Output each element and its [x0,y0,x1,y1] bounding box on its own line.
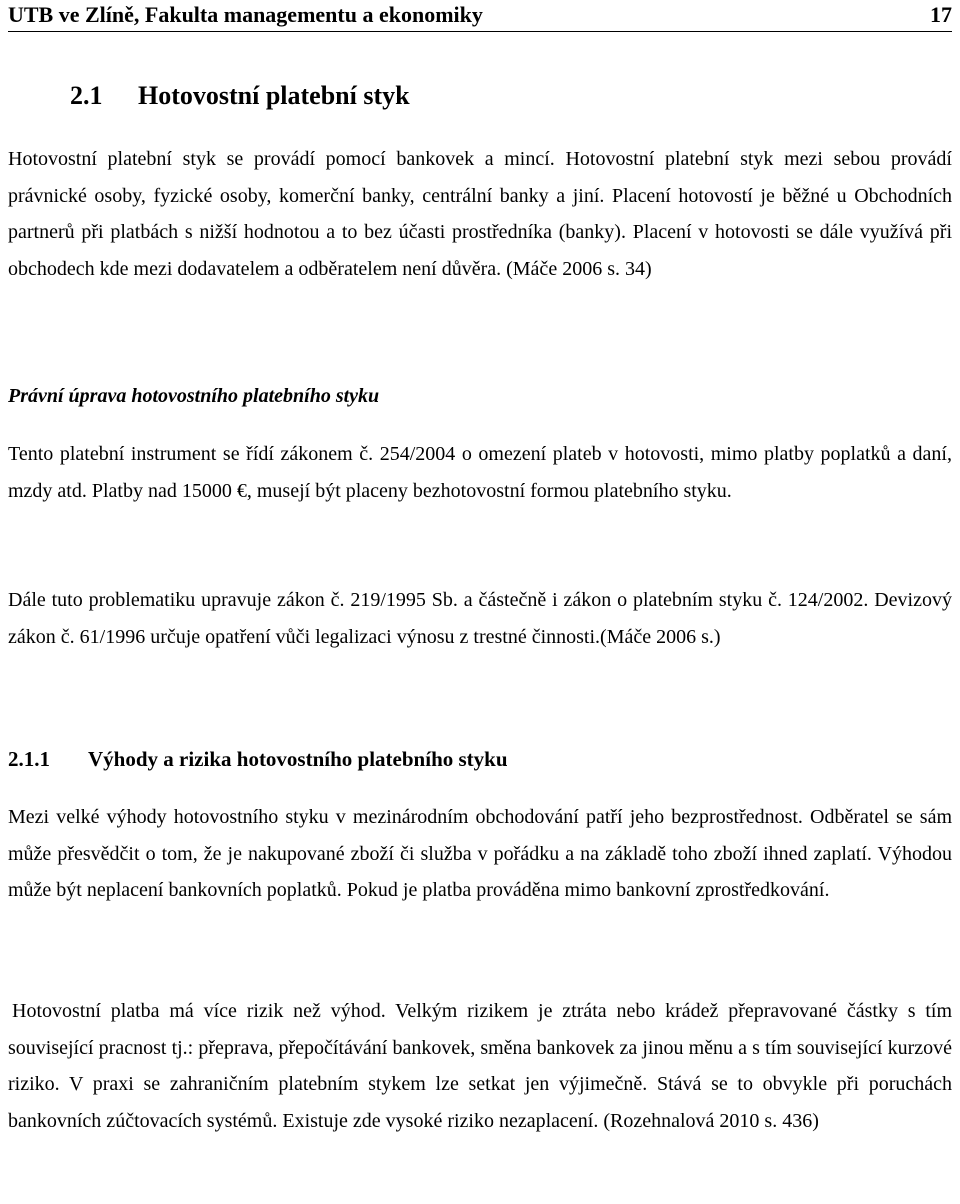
paragraph-3: Dále tuto problematiku upravuje zákon č. 219/1995 Sb. a částečně i zákon o platebním styku č. 124/2002. Devizový zákon č. 61/1996 určuje opatření vůči legalizaci výnosu z trestné činnosti.(Máče 2006 s.) [8,589,952,648]
subsection-heading [8,744,508,774]
section-title: Hotovostní platební styk [138,81,410,110]
paragraph-4: Mezi velké výhody hotovostního styku v mezinárodním obchodování patří jeho bezprostřednost. Odběratel se sám může přesvědčit o tom, že je nakupované zboží či služba v pořádku a na základě toho zboží ihned zaplatí. Výhodou může být neplacení bankovních poplatků. Pokud je platba prováděna mimo bankovní zprostředkování. [8,806,952,901]
paragraph-2: Tento platební instrument se řídí zákonem č. 254/2004 o omezení plateb v hotovosti, mimo platby poplatků a daní, mzdy atd. Platby nad 15000 €, musejí být placeny bezhotovostní formou platebního styku. [8,443,952,502]
section-number: 2.1 [70,81,103,110]
subsection-number: 2.1.1 [8,747,50,771]
paragraph-1: Hotovostní platební styk se provádí pomocí bankovek a mincí. Hotovostní platební styk mezi sebou provádí právnické osoby, fyzické osoby, komerční banky, centrální banky a jiní. Placení hotovostí je běžné u Obchodních partnerů při platbách s nižší hodnotou a to bez účasti prostředníka (banky). Placení v hotovosti se dále využívá při obchodech kde mezi dodavatelem a odběratelem není důvěra. (Máče 2006 s. 34) [8,148,952,280]
running-header [8,2,952,32]
subsection-title: Výhody a rizika hotovostního platebního styku [88,747,508,771]
section-heading [70,80,410,112]
italic-subheading: Právní úprava hotovostního platebního styku [8,385,380,407]
paragraph-5: Hotovostní platba má více rizik než výhod. Velkým rizikem je ztráta nebo krádež přepravované částky s tím související pracnost tj.: přeprava, přepočítávání bankovek, směna bankovek za jinou měnu a s tím související kurzové riziko. V praxi se zahraničním platebním stykem lze setkat jen výjimečně. Stává se to obvykle při poruchách bankovních zúčtovacích systémů. Existuje zde vysoké riziko nezaplacení. (Rozehnalová 2010 s. 436) [8,1000,952,1132]
page-number: 17 [930,2,952,27]
header-title: UTB ve Zlíně, Fakulta managementu a ekonomiky [8,2,483,27]
